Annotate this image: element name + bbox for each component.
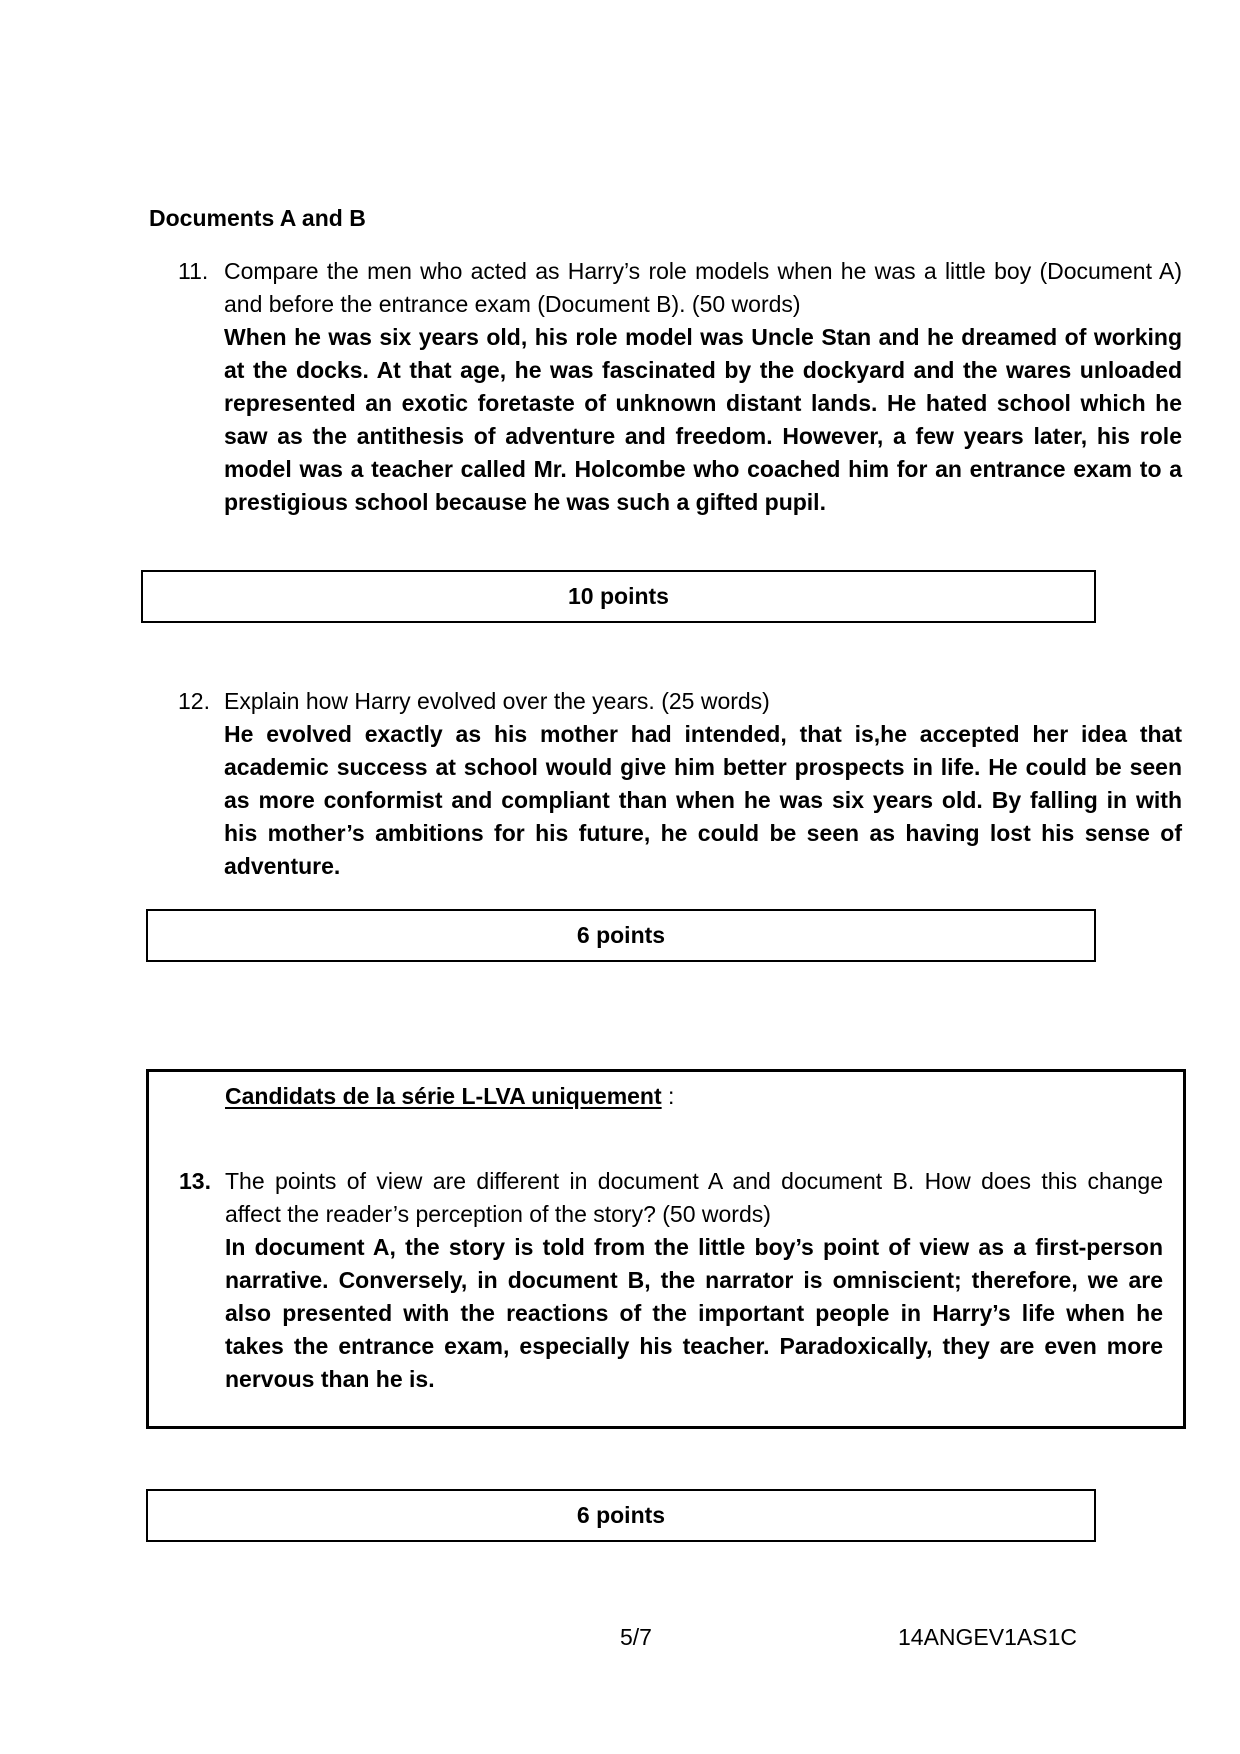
lva-heading-text: Candidats de la série L-LVA uniquement [225, 1083, 662, 1109]
question-12 [178, 685, 1182, 883]
section-title: Documents A and B [149, 205, 366, 231]
question-11 [178, 255, 1182, 519]
points-label: 10 points [568, 583, 669, 609]
question-answer: When he was six years old, his role model was Uncle Stan and he dreamed of working at the docks. At that age, he was fascinated by the dockyard and the wares unloaded represented an exotic foretaste of unknown distant lands. He hated school which he saw as the antithesis of adventure and freedom. However, a few years later, his role model was a teacher called Mr. Holcombe who coached him for an entrance exam to a prestigious school because he was such a gifted pupil. [224, 324, 1182, 515]
question-prompt: Explain how Harry evolved over the years. (25 words) [224, 688, 770, 714]
question-body [224, 255, 1182, 519]
question-number: 12. [178, 688, 210, 714]
question-prompt: Compare the men who acted as Harry’s role models when he was a little boy (Document A) and before the entrance exam (Document B). (50 words) [224, 258, 1182, 317]
points-box-11 [141, 570, 1096, 623]
points-label: 6 points [576, 1502, 666, 1528]
lva-only-box [146, 1069, 1186, 1429]
question-number: 13. [179, 1168, 211, 1194]
points-box-12 [146, 909, 1096, 962]
points-box-13 [146, 1489, 1096, 1542]
points-label: 6 points [576, 922, 666, 948]
question-number: 11. [178, 258, 209, 284]
question-body [225, 1165, 1163, 1396]
page-number: 5/7 [620, 1624, 652, 1650]
question-body [224, 685, 1182, 883]
lva-heading [225, 1081, 674, 1111]
question-13 [179, 1165, 1163, 1396]
question-answer: In document A, the story is told from the little boy’s point of view as a first-person narrative. Conversely, in document B, the narrator is omniscient; therefore, we are also presented with the reactions of the important people in Harry’s life when he takes the entrance exam, especially his teacher. Paradoxically, they are even more nervous than he is. [225, 1234, 1163, 1392]
exam-code: 14ANGEV1AS1C [898, 1624, 1077, 1650]
question-answer: He evolved exactly as his mother had intended, that is,he accepted her idea that academic success at school would give him better prospects in life. He could be seen as more conformist and compliant than when he was six years old. By falling in with his mother’s ambitions for his future, he could be seen as having lost his sense of adventure. [224, 721, 1182, 879]
lva-heading-suffix: : [661, 1083, 675, 1109]
question-prompt: The points of view are different in document A and document B. How does this change affect the reader’s perception of the story? (50 words) [225, 1168, 1163, 1227]
